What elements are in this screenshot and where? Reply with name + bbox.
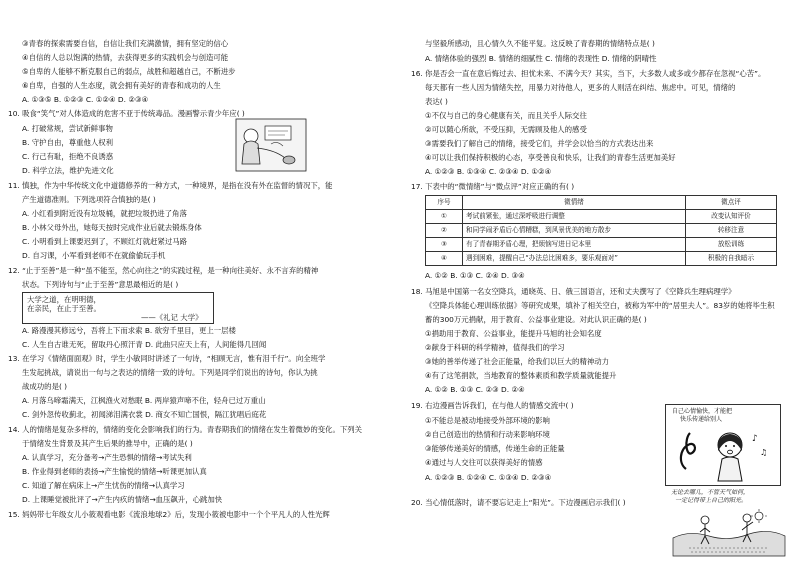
people-walking-cartoon: [665, 488, 791, 560]
q18-item-4: ④有了这笔捐款，当地教育的整体素质和教学质量就能提升: [425, 371, 617, 380]
table-cell: 考试前紧张，通过深呼吸进行调整: [463, 210, 686, 224]
table-cell: 放松训练: [686, 238, 777, 252]
table-cell: 改变认知评价: [686, 210, 777, 224]
q19-bubble-line-2: 快乐传递给别人: [680, 416, 723, 423]
table-cell: 遇到困难，提醒自己“办法总比困难多，要乐观面对”: [463, 252, 686, 266]
q12-quote-line-2: 在亲民，在止于至善。: [27, 304, 101, 313]
q18-stem-1: 18. 马旭是中国第一名女空降兵，通晓英、日、俄三国语言，还和丈夫撰写了《空降兵生理病理学》: [411, 287, 736, 296]
table-row: [426, 238, 777, 252]
q19-answers: A. ①②③ B. ①②④ C. ①③④ D. ②③④: [425, 473, 552, 482]
q10-stem: 10. 吸食“笑气”对人体造成的危害不亚于传统毒品。漫画警示青少年应( ): [8, 109, 245, 118]
table-header-row: [426, 196, 777, 210]
svg-text:♪: ♪: [752, 434, 758, 444]
q14-stem-1: 14. 人的情绪是复杂多样的，情绪的变化会影响我们的行为。青春期我们的情绪在发生着微妙的变化。下列关: [8, 425, 363, 434]
q19-item-3: ③能够传递美好的情感，传递生命的正能量: [425, 444, 565, 453]
q13-options-ab: A. 月落乌啼霜满天，江枫渔火对愁眠 B. 两岸猿声啼不住，轻舟已过万重山: [22, 396, 266, 405]
q19-bubble-line-1: 自己心情愉快，才能把: [672, 408, 733, 415]
q9-answers: A. ①③⑤ B. ①②③ C. ①②④ D. ②③④: [22, 95, 149, 104]
q13-stem-2: 生发起挑战，请说出一句与之表达的情绪一致的诗句。下列是同学们说出的诗句，你认为挑: [22, 368, 318, 377]
warning-cartoon-icon: [235, 118, 307, 172]
q19-item-4: ④通过与人交往可以获得美好的情感: [425, 458, 543, 467]
q11-option-c: C. 小明看到上课要迟到了，不顾红灯就赶紧过马路: [22, 237, 188, 246]
table-cell: 和同学闹矛盾后心情糟糕，到风景优美的地方散步: [463, 224, 686, 238]
q16-stem-1: 16. 你是否会一直在意后悔过去、担忧未来、不满今天？其实，当下，大多数人或多或少都存在忽视“心苦”。: [411, 69, 766, 78]
table-cell: 积极的自我暗示: [686, 252, 777, 266]
people-walking-icon: [669, 508, 787, 558]
q12-options-ab: A. 路漫漫其修远兮，吾将上下而求索 B. 欲穷千里目，更上一层楼: [22, 326, 236, 335]
q9-option-5: ⑤自卑的人能够不断克服自己的弱点，战胜和超越自己，不断进步: [22, 67, 236, 76]
q15-options: A. 情绪体验的强烈 B. 情绪的细腻性 C. 情绪的表现性 D. 情绪的阴晴性: [425, 54, 657, 63]
q16-answers: A. ①②③ B. ①③④ C. ②③④ D. ①②④: [425, 167, 552, 176]
q13-stem-1: 13. 在学习《情绪面面观》时，学生小敏同时讲述了一句诗，“相顾无言，惟有泪千行”。向全班学: [8, 354, 326, 363]
q13-options-cd: C. 剑外忽传收蓟北，初闻涕泪满衣裳 D. 商女不知亡国恨，隔江犹唱后庭花: [22, 410, 267, 419]
table-header: 微情绪: [463, 196, 686, 210]
q18-item-3: ③她的善举传递了社会正能量，给我们以巨大的精神动力: [425, 357, 610, 366]
q19-stem: 19. 右边漫画告诉我们，在与他人的情感交流中( ): [411, 401, 574, 410]
q9-option-6: ⑥自卑，自强的人生态度，就会拥有美好的青春和成功的人生: [22, 81, 221, 90]
q18-stem-2: 《空降兵体能心理训练依据》等研究成果，填补了相关空白，被称为军中的“居里夫人”。83岁的她将毕生积: [425, 301, 775, 310]
table-cell: 有了青春期矛盾心理，把烦恼写进日记本里: [463, 238, 686, 252]
q16-item-3: ③需要我们了解自己的情绪，接受它们，并学会以恰当的方式表达出来: [425, 139, 654, 148]
q20-stem: 20. 当心情低落时，请不要忘记走上“阳光”。下边漫画启示我们( ): [411, 498, 626, 507]
q12-stem-1: 12. “止于至善”是一种“虽不能至，然心向往之”的实践过程，是一种向往美好、永不言弃的精神: [8, 266, 319, 275]
q14-option-a: A. 认真学习，充分备考→产生恐惧的情绪→考试失利: [22, 453, 192, 462]
q11-stem-1: 11. 慎独，作为中华传统文化中道德修养的一种方式，一种境界，是指在没有外在监督的情况下，能: [8, 181, 333, 190]
q16-item-4: ④可以让我们保持积极的心态，享受善良和快乐，让我们的青春生活更加美好: [425, 153, 676, 162]
q17-table: [425, 195, 777, 266]
q14-option-c: C. 知道了解在病床上→产生忧伤的情绪→认真学习: [22, 481, 185, 490]
q12-quote-line-1: 大学之道，在明明德，: [27, 295, 101, 304]
q11-option-b: B. 小林父母外出，她每天按时完成作业后就去锻炼身体: [22, 223, 202, 232]
q14-stem-2: 于情绪发生背景及其产生后果的推导中，正确的是( ): [22, 439, 193, 448]
q9-option-4: ④自信的人总以饱满的热情，去获得更多的实践机会与创造可能: [22, 53, 229, 62]
q12-options-cd: C. 人生自古谁无死，留取丹心照汗青 D. 此曲只应天上有，人间能得几回闻: [22, 340, 267, 349]
q16-stem-3: 表达( ): [425, 97, 448, 106]
q10-option-b: B. 守护自由，尊重他人权利: [22, 138, 114, 147]
q17-options: A. ①② B. ①③ C. ②④ D. ③④: [425, 271, 525, 280]
q19-item-1: ①不能总是被动地接受外部环境的影响: [425, 416, 550, 425]
q15-stem-cont: 与坚毅所感动，且心情久久不能平复。这反映了青春期的情绪特点是( ): [425, 39, 655, 48]
q12-quote-box: [22, 292, 214, 324]
q10-option-d: D. 科学立法，维护先进文化: [22, 166, 114, 175]
table-cell: ③: [426, 238, 463, 252]
q14-option-b: B. 作业得到老师的表扬→产生愉悦的情绪→听课更加认真: [22, 467, 207, 476]
q18-answers: A. ①② B. ①③ C. ②③ D. ②④: [425, 385, 525, 394]
q16-stem-2: 每天都有一些人因为情绪失控，用暴力对待他人，更多的人则活在纠结、焦虑中。可见，情绪的: [425, 83, 736, 92]
q19-item-2: ②自己创造出的热情和行动来影响环境: [425, 430, 550, 439]
table-row: [426, 252, 777, 266]
table-header: 序号: [426, 196, 463, 210]
svg-text:♫: ♫: [760, 448, 768, 457]
table-cell: ①: [426, 210, 463, 224]
q18-stem-3: 蓄的300万元捐献，用于教育、公益事业建设。对此认识正确的是( ): [425, 315, 647, 324]
q20-caption-line-1: 无论去哪儿，不管天气如何，: [671, 489, 750, 496]
q10-option-c: C. 行己有耻，拒绝不良诱惑: [22, 152, 114, 161]
q18-item-2: ②献身于科研的科学精神，值得我们的学习: [425, 343, 565, 352]
girl-singing-cartoon: [665, 404, 781, 486]
q16-item-1: ①不仅与自己的身心健康有关，而且关乎人际交往: [425, 111, 587, 120]
table-header: 微点评: [686, 196, 777, 210]
table-cell: 转移注意: [686, 224, 777, 238]
q9-option-3: ③青春的探索需要自信，自信让我们充满激情，拥有坚定的信心: [22, 39, 229, 48]
q13-stem-3: 战成功的是( ): [22, 382, 68, 391]
q16-item-2: ②可以随心所欲，不受压抑，无需顾及他人的感受: [425, 125, 587, 134]
q12-quote-source: ——《礼记 大学》: [141, 313, 203, 322]
table-row: [426, 224, 777, 238]
q15-stem: 15. 妈妈带七年级女儿小筱观看电影《流浪地球2》后，发现小筱被电影中一个个平凡人的人性光辉: [8, 510, 330, 519]
q11-option-a: A. 小红看到附近没有垃圾桶，就把垃圾扔进了角落: [22, 209, 187, 218]
table-cell: ④: [426, 252, 463, 266]
q17-stem: 17. 下表中的“微情绪”与“微点评”对应正确的有( ): [411, 182, 575, 191]
q14-option-d: D. 上课睡觉被批评了→产生内疚的情绪→血压飙升，心跳加快: [22, 495, 223, 504]
q18-item-1: ①捐助用于教育、公益事业，能提升马旭的社会知名度: [425, 329, 602, 338]
girl-singing-icon: [672, 427, 774, 483]
table-row: [426, 210, 777, 224]
q20-caption-line-2: 一定记得带上自己的阳光。: [675, 497, 748, 504]
q10-option-a: A. 打破常规，尝试新鲜事物: [22, 124, 113, 133]
table-cell: ②: [426, 224, 463, 238]
q11-stem-2: 产生道德准则。下列选项符合慎独的是( ): [22, 195, 156, 204]
q11-option-d: D. 自习课，小军看到老师不在就偷偷玩手机: [22, 251, 166, 260]
q12-stem-2: 状态。下列诗句与“止于至善”意思最相近的是( ): [22, 280, 179, 289]
